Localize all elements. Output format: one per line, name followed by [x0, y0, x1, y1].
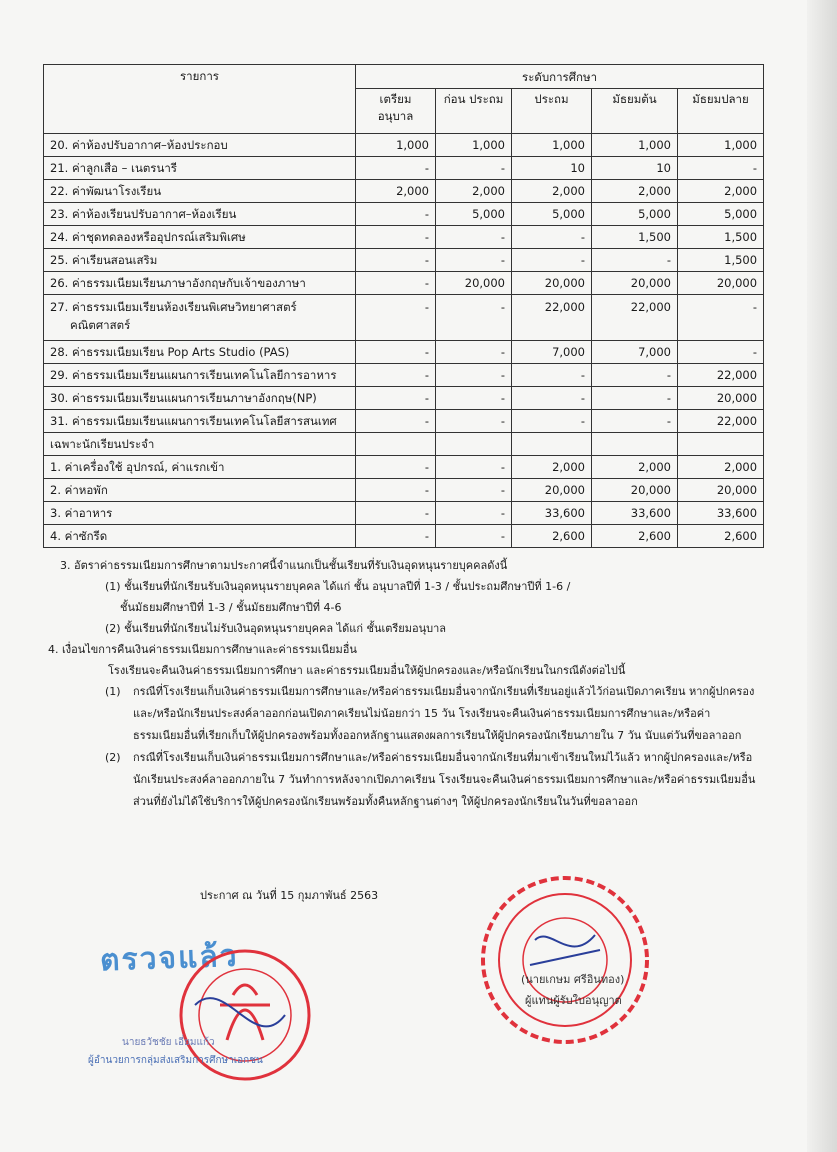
- fee-cell: 2,000: [512, 180, 592, 203]
- level-header: ก่อน ประถม: [436, 89, 512, 134]
- row-label: [44, 525, 356, 548]
- fee-cell: 2,000: [512, 456, 592, 479]
- fee-cell: -: [512, 387, 592, 410]
- fee-cell: -: [356, 502, 436, 525]
- fee-cell: -: [436, 502, 512, 525]
- fee-cell: 7,000: [592, 341, 678, 364]
- fee-cell: -: [436, 479, 512, 502]
- fee-cell: 20,000: [592, 272, 678, 295]
- row-label-text: 4. ค่าซักรีด: [50, 529, 108, 543]
- fee-cell: 33,600: [512, 502, 592, 525]
- empty-cell: [678, 433, 764, 456]
- fee-cell: 1,000: [512, 134, 592, 157]
- fee-cell: 5,000: [592, 203, 678, 226]
- fee-cell: -: [592, 249, 678, 272]
- page-edge-shadow: [807, 0, 837, 1152]
- fee-cell: -: [356, 295, 436, 341]
- fee-cell: 2,600: [512, 525, 592, 548]
- row-label-text: 30. ค่าธรรมเนียมเรียนแผนการเรียนภาษาอังกฤษ(NP): [50, 391, 317, 405]
- table-row: [44, 525, 764, 548]
- row-label-text: 24. ค่าชุดทดลองหรืออุปกรณ์เสริมพิเศษ: [50, 230, 246, 244]
- header-items: รายการ: [44, 65, 356, 134]
- fee-cell: 22,000: [512, 295, 592, 341]
- row-label-text: 31. ค่าธรรมเนียมเรียนแผนการเรียนเทคโนโลยีสารสนเทศ: [50, 414, 337, 428]
- row-label-text: 29. ค่าธรรมเนียมเรียนแผนการเรียนเทคโนโลยีการอาหาร: [50, 368, 337, 382]
- fee-cell: -: [512, 226, 592, 249]
- fee-cell: -: [356, 249, 436, 272]
- fee-cell: 2,600: [592, 525, 678, 548]
- note-3-1a: (1) ชั้นเรียนที่นักเรียนรับเงินอุดหนุนรายบุคคล ได้แก่ ชั้น อนุบาลปีที่ 1-3 / ชั้นประถมศึกษาปีที่ 1-6 /: [105, 580, 571, 593]
- school-seal-right: [475, 870, 655, 1054]
- fee-cell: 2,000: [678, 180, 764, 203]
- fee-table: [43, 64, 764, 548]
- fee-cell: 5,000: [678, 203, 764, 226]
- fee-cell: -: [512, 249, 592, 272]
- fee-cell: -: [356, 456, 436, 479]
- row-label-text: 23. ค่าห้องเรียนปรับอากาศ–ห้องเรียน: [50, 207, 237, 221]
- right-signer-name: (นายเกษม ศรีอินทอง): [521, 973, 625, 986]
- fee-cell: 2,000: [592, 180, 678, 203]
- note-4-2-text: กรณีที่โรงเรียนเก็บเงินค่าธรรมเนียมการศึกษาและ/หรือค่าธรรมเนียมอื่นจากนักเรียนที่มาเข้าเรียนใหม่ไว้แล้ว หากผู้ปกครองและ/หรือนักเรียนประสงค์ลาออกภายใน 7 วันทำการหลังจากเปิดภาคเรียน โรงเรียนจะคืนเงินค่าธรรมเนียมการศึกษาและ/หรือค่าธรรมเนียมอื่นส่วนที่ยังไม่ได้ใช้บริการให้ผู้ปกครองนักเรียนพร้อมทั้งคืนหลักฐานต่างๆ ให้ผู้ปกครองนักเรียนในวันที่ขอลาออก: [133, 751, 756, 808]
- fee-cell: -: [678, 295, 764, 341]
- table-row: [44, 249, 764, 272]
- fee-cell: 33,600: [592, 502, 678, 525]
- fee-cell: 2,000: [592, 456, 678, 479]
- table-row: [44, 410, 764, 433]
- fee-cell: 10: [592, 157, 678, 180]
- row-label: [44, 134, 356, 157]
- fee-cell: 20,000: [592, 479, 678, 502]
- fee-cell: 20,000: [436, 272, 512, 295]
- table-row: [44, 502, 764, 525]
- row-label: [44, 157, 356, 180]
- fee-cell: -: [356, 272, 436, 295]
- header-education-level: ระดับการศึกษา: [356, 65, 764, 89]
- fee-cell: -: [356, 157, 436, 180]
- row-label: [44, 410, 356, 433]
- fee-cell: -: [436, 525, 512, 548]
- row-label-text: 20. ค่าห้องปรับอากาศ–ห้องประกอบ: [50, 138, 228, 152]
- fee-cell: 2,000: [356, 180, 436, 203]
- fee-cell: -: [356, 387, 436, 410]
- fee-cell: 1,000: [592, 134, 678, 157]
- row-label: [44, 479, 356, 502]
- table-row: [44, 157, 764, 180]
- fee-cell: -: [436, 364, 512, 387]
- row-label: [44, 295, 356, 341]
- note-4-2-number: (2): [105, 751, 121, 764]
- row-label-text: 1. ค่าเครื่องใช้ อุปกรณ์, ค่าแรกเข้า: [50, 460, 225, 474]
- table-row: [44, 272, 764, 295]
- row-label: [44, 456, 356, 479]
- level-header: ประถม: [512, 89, 592, 134]
- row-label: [44, 387, 356, 410]
- row-label: [44, 502, 356, 525]
- level-header: เตรียม อนุบาล: [356, 89, 436, 134]
- note-4: 4. เงื่อนไขการคืนเงินค่าธรรมเนียมการศึกษาและค่าธรรมเนียมอื่น: [48, 643, 357, 656]
- fee-cell: -: [356, 479, 436, 502]
- fee-cell: 7,000: [512, 341, 592, 364]
- table-row: [44, 295, 764, 341]
- fee-cell: 2,600: [678, 525, 764, 548]
- fee-cell: -: [436, 157, 512, 180]
- fee-cell: 10: [512, 157, 592, 180]
- fee-cell: 2,000: [436, 180, 512, 203]
- table-row: [44, 479, 764, 502]
- fee-cell: 20,000: [678, 387, 764, 410]
- fee-cell: 1,500: [592, 226, 678, 249]
- note-4-intro: โรงเรียนจะคืนเงินค่าธรรมเนียมการศึกษา และค่าธรรมเนียมอื่นให้ผู้ปกครองและ/หรือนักเรียนในกรณีดังต่อไปนี้: [108, 664, 626, 677]
- fee-cell: -: [356, 410, 436, 433]
- fee-cell: 20,000: [678, 272, 764, 295]
- fee-cell: -: [356, 203, 436, 226]
- note-4-1-text: กรณีที่โรงเรียนเก็บเงินค่าธรรมเนียมการศึกษาและ/หรือค่าธรรมเนียมอื่นจากนักเรียนที่เรียนอยู่แล้วไว้ก่อนเปิดภาคเรียน หากผู้ปกครองและ/หรือนักเรียนประสงค์ลาออกก่อนเปิดภาคเรียนไม่น้อยกว่า 15 วัน โรงเรียนจะคืนเงินค่าธรรมเนียมการศึกษาและ/หรือค่าธรรมเนียมอื่นที่เรียกเก็บให้ผู้ปกครองพร้อมทั้งออกหลักฐานแสดงผลการเรียนให้ผู้ปกครองนักเรียนภายใน 7 วัน นับแต่วันที่ขอลาออก: [133, 685, 755, 742]
- checked-stamp: ตรวจแล้ว: [99, 938, 240, 979]
- fee-cell: 20,000: [678, 479, 764, 502]
- fee-cell: -: [436, 226, 512, 249]
- row-label-text: 25. ค่าเรียนสอนเสริม: [50, 253, 158, 267]
- left-signer-name: นายธวัชชัย เอี่ยมแก้ว: [122, 1037, 215, 1048]
- fee-cell: -: [436, 387, 512, 410]
- fee-cell: 20,000: [512, 272, 592, 295]
- row-label: [44, 180, 356, 203]
- fee-cell: -: [356, 226, 436, 249]
- fee-cell: 1,000: [436, 134, 512, 157]
- fee-cell: -: [436, 456, 512, 479]
- fee-cell: 1,500: [678, 249, 764, 272]
- row-label-text: 21. ค่าลูกเสือ – เนตรนารี: [50, 161, 177, 175]
- row-label: [44, 226, 356, 249]
- fee-cell: 1,000: [678, 134, 764, 157]
- level-header: มัธยมปลาย: [678, 89, 764, 134]
- row-label-text: 2. ค่าหอพัก: [50, 483, 108, 497]
- fee-cell: 20,000: [512, 479, 592, 502]
- row-label: [44, 272, 356, 295]
- table-row: [44, 226, 764, 249]
- level-header: มัธยมต้น: [592, 89, 678, 134]
- fee-cell: -: [512, 410, 592, 433]
- fee-cell: 22,000: [678, 410, 764, 433]
- row-label-text: 26. ค่าธรรมเนียมเรียนภาษาอังกฤษกับเจ้าของภาษา: [50, 276, 306, 290]
- table-row: [44, 364, 764, 387]
- table-row: [44, 456, 764, 479]
- note-3: 3. อัตราค่าธรรมเนียมการศึกษาตามประกาศนี้จำแนกเป็นชั้นเรียนที่รับเงินอุดหนุนรายบุคคลดังนี้: [60, 559, 508, 572]
- fee-cell: 1,500: [678, 226, 764, 249]
- fee-cell: -: [436, 341, 512, 364]
- fee-cell: 5,000: [436, 203, 512, 226]
- fee-cell: -: [678, 341, 764, 364]
- boarding-section-title: เฉพาะนักเรียนประจำ: [44, 433, 356, 456]
- table-row: [44, 180, 764, 203]
- fee-cell: 22,000: [678, 364, 764, 387]
- empty-cell: [356, 433, 436, 456]
- table-row: [44, 203, 764, 226]
- row-label-text: 28. ค่าธรรมเนียมเรียน Pop Arts Studio (PAS): [50, 345, 290, 359]
- row-label-text: 22. ค่าพัฒนาโรงเรียน: [50, 184, 162, 198]
- fee-cell: -: [436, 295, 512, 341]
- fee-cell: -: [436, 249, 512, 272]
- fee-cell: -: [592, 410, 678, 433]
- announcement-date: ประกาศ ณ วันที่ 15 กุมภาพันธ์ 2563: [200, 889, 379, 902]
- row-label: [44, 364, 356, 387]
- empty-cell: [512, 433, 592, 456]
- row-label: [44, 249, 356, 272]
- row-label-text: 27. ค่าธรรมเนียมเรียนห้องเรียนพิเศษวิทยาศาสตร์: [50, 300, 297, 314]
- fee-cell: -: [678, 157, 764, 180]
- row-label: [44, 341, 356, 364]
- boarding-section-row: [44, 433, 764, 456]
- fee-cell: 1,000: [356, 134, 436, 157]
- fee-cell: 2,000: [678, 456, 764, 479]
- fee-cell: 33,600: [678, 502, 764, 525]
- row-label-text: 3. ค่าอาหาร: [50, 506, 113, 520]
- empty-cell: [592, 433, 678, 456]
- empty-cell: [436, 433, 512, 456]
- table-row: [44, 387, 764, 410]
- row-label: [44, 203, 356, 226]
- table-row: [44, 134, 764, 157]
- row-label-continuation: คณิตศาสตร์: [70, 318, 131, 332]
- note-4-1-number: (1): [105, 685, 121, 698]
- fee-cell: -: [592, 387, 678, 410]
- note-3-2: (2) ชั้นเรียนที่นักเรียนไม่รับเงินอุดหนุนรายบุคคล ได้แก่ ชั้นเตรียมอนุบาล: [105, 622, 447, 635]
- fee-cell: -: [512, 364, 592, 387]
- left-signer-title: ผู้อำนวยการกลุ่มส่งเสริมการศึกษาเอกชน: [88, 1055, 263, 1066]
- table-row: [44, 341, 764, 364]
- fee-table-body: [44, 134, 764, 548]
- right-signer-title: ผู้แทนผู้รับใบอนุญาต: [525, 994, 622, 1007]
- note-3-1b: ชั้นมัธยมศึกษาปีที่ 1-3 / ชั้นมัธยมศึกษาปีที่ 4-6: [120, 601, 342, 614]
- notes-section: [48, 555, 760, 813]
- fee-cell: -: [592, 364, 678, 387]
- fee-cell: -: [356, 525, 436, 548]
- fee-cell: 5,000: [512, 203, 592, 226]
- fee-cell: -: [356, 364, 436, 387]
- fee-cell: 22,000: [592, 295, 678, 341]
- note-4-2: [105, 747, 760, 813]
- fee-cell: -: [356, 341, 436, 364]
- note-4-1: [105, 681, 760, 747]
- fee-cell: -: [436, 410, 512, 433]
